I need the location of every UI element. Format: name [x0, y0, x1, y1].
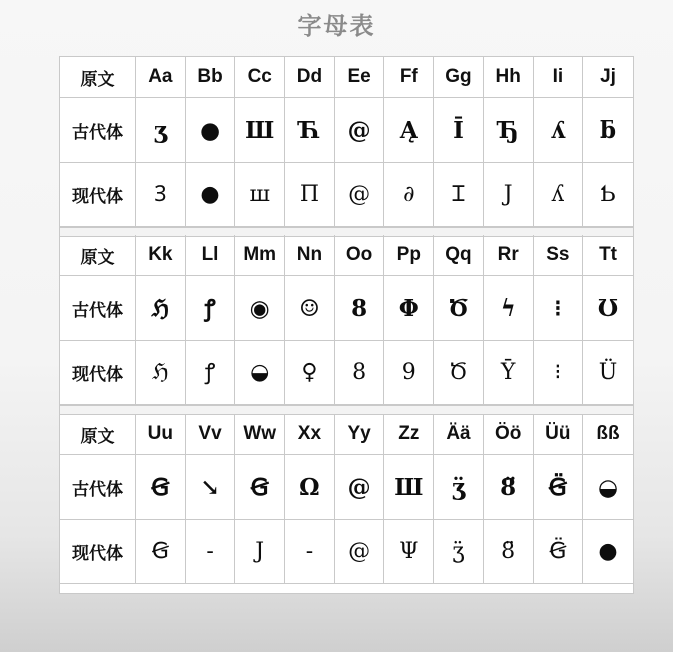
modern-glyph: Ꝫ [154, 181, 167, 207]
ancient-glyph-cell [335, 455, 385, 520]
modern-glyph: ● [598, 538, 618, 564]
row-label-header: 原文 [60, 57, 136, 98]
letter-header-cell: Tt [583, 235, 633, 276]
modern-glyph-cell [136, 520, 186, 584]
letter-header-cell: Qq [434, 235, 484, 276]
ancient-glyph-cell [384, 276, 434, 341]
modern-glyph: ꝭ [204, 359, 216, 385]
modern-glyph-cell [384, 520, 434, 584]
modern-glyph: ʒ̈ [452, 538, 465, 564]
table-row-modern [60, 163, 633, 227]
ancient-glyph-cell [434, 276, 484, 341]
ancient-glyph-cell [186, 276, 236, 341]
ancient-glyph: ʎ [550, 116, 566, 144]
modern-glyph-cell [384, 341, 434, 405]
modern-glyph: @ [348, 538, 371, 564]
modern-glyph: Ծ [449, 359, 468, 385]
modern-glyph: @ [348, 181, 371, 207]
table-row-ancient [60, 455, 633, 520]
ancient-glyph-cell [534, 98, 584, 163]
ancient-glyph: ● [199, 116, 221, 144]
letter-header-cell: Bb [186, 57, 236, 98]
ancient-glyph-cell [484, 276, 534, 341]
letter-header-cell: Ää [434, 414, 484, 455]
letter-header-cell: Zz [384, 414, 434, 455]
modern-glyph: ◒ [250, 359, 270, 385]
letter-header-cell: ßß [583, 414, 633, 455]
row-label-header: 原文 [60, 414, 136, 455]
modern-glyph-cell [136, 341, 186, 405]
row-label-ancient: 古代体 [60, 455, 136, 520]
ancient-glyph: ◉ [249, 294, 270, 322]
modern-glyph: Ꞡ [151, 538, 169, 564]
ancient-glyph-cell [335, 276, 385, 341]
letter-header-cell: Jj [583, 57, 633, 98]
ancient-glyph-cell [136, 98, 186, 163]
modern-glyph: 9 [401, 359, 416, 385]
ancient-glyph: @ [347, 116, 371, 144]
ancient-glyph-cell [285, 276, 335, 341]
modern-glyph: J [503, 181, 513, 207]
ancient-glyph-cell [285, 455, 335, 520]
letter-header-cell: Ee [335, 57, 385, 98]
modern-glyph-cell [235, 163, 285, 227]
modern-glyph-cell [583, 163, 633, 227]
ancient-glyph: 8 [351, 294, 368, 322]
ancient-glyph-cell [384, 455, 434, 520]
modern-glyph: 8̈ [501, 538, 516, 564]
table-row-ancient [60, 98, 633, 163]
ancient-glyph: Ī [453, 116, 464, 144]
ancient-glyph-cell [583, 98, 633, 163]
ancient-glyph: 8̈ [500, 473, 517, 501]
modern-glyph: Ꞡ̈ [549, 538, 567, 564]
ancient-glyph: ʒ̈ [451, 473, 465, 501]
modern-glyph: ш [249, 181, 270, 207]
ancient-glyph-cell [335, 98, 385, 163]
modern-glyph: Ȳ [500, 359, 516, 385]
modern-glyph: Ψ [399, 538, 419, 564]
letter-header-cell: Uu [136, 414, 186, 455]
letter-header-cell: Ss [534, 235, 584, 276]
modern-glyph: ʎ [551, 181, 565, 207]
letter-header-cell: Dd [285, 57, 335, 98]
ancient-glyph-cell [136, 276, 186, 341]
modern-glyph: 8 [352, 359, 367, 385]
alphabet-table [59, 56, 634, 594]
letter-header-cell: Kk [136, 235, 186, 276]
ancient-glyph: ↘ [200, 473, 220, 501]
ancient-glyph: Ω [299, 473, 320, 501]
letter-header-cell: Ii [534, 57, 584, 98]
letter-header-cell: Ff [384, 57, 434, 98]
ancient-glyph: ☺ [299, 294, 320, 322]
modern-glyph-cell [534, 520, 584, 584]
ancient-glyph: Ш [394, 473, 424, 501]
ancient-glyph-cell [235, 98, 285, 163]
modern-glyph: Π [299, 181, 319, 207]
letter-header-cell: Vv [186, 414, 236, 455]
ancient-glyph-cell [534, 276, 584, 341]
ancient-glyph-cell [484, 98, 534, 163]
row-label-modern: 现代体 [60, 520, 136, 584]
letter-header-cell: Pp [384, 235, 434, 276]
page-title: 字母表 [297, 12, 376, 40]
ancient-glyph: ƃ [599, 116, 617, 144]
ancient-glyph-cell [434, 98, 484, 163]
letter-header-cell: Hh [484, 57, 534, 98]
ancient-glyph: ◒ [597, 473, 619, 501]
ancient-glyph-cell [136, 455, 186, 520]
ancient-glyph: Ш [245, 116, 275, 144]
letter-header-cell: Ww [235, 414, 285, 455]
modern-glyph-cell [434, 341, 484, 405]
ancient-glyph: Ꞡ̈ [548, 473, 567, 501]
ancient-glyph: Ą [399, 116, 418, 144]
table-row-ancient [60, 276, 633, 341]
row-label-ancient: 古代体 [60, 276, 136, 341]
modern-glyph-cell [434, 163, 484, 227]
letter-header-cell: Ll [186, 235, 236, 276]
ancient-glyph-cell [384, 98, 434, 163]
modern-glyph-cell [534, 163, 584, 227]
ancient-glyph: Φ [398, 294, 419, 322]
modern-glyph: Ü [598, 359, 618, 385]
ancient-glyph-cell [583, 276, 633, 341]
modern-glyph: ∂ [403, 181, 415, 207]
modern-glyph-cell [484, 341, 534, 405]
modern-glyph-cell [186, 163, 236, 227]
ancient-glyph: ℌ [151, 294, 170, 322]
letter-header-cell: Yy [335, 414, 385, 455]
ancient-glyph: Ꞡ [250, 473, 269, 501]
modern-glyph: - [305, 538, 314, 564]
modern-glyph-cell [186, 520, 236, 584]
ancient-glyph: Ծ [448, 294, 469, 322]
letter-header-cell: Rr [484, 235, 534, 276]
table-row-modern [60, 520, 633, 584]
modern-glyph: J [255, 538, 265, 564]
modern-glyph: ♀ [301, 359, 318, 385]
modern-glyph: ⁝ [554, 359, 562, 385]
letter-header-cell: Xx [285, 414, 335, 455]
ancient-glyph-cell [235, 455, 285, 520]
modern-glyph-cell [583, 341, 633, 405]
modern-glyph: Ƅ [599, 181, 617, 207]
row-label-ancient: 古代体 [60, 98, 136, 163]
ancient-glyph: ϟ [500, 294, 516, 322]
letter-header-cell: Öö [484, 414, 534, 455]
letter-header-cell: Üü [534, 414, 584, 455]
ancient-glyph-cell [534, 455, 584, 520]
modern-glyph: ● [200, 181, 220, 207]
modern-glyph-cell [136, 163, 186, 227]
letter-header-cell: Gg [434, 57, 484, 98]
ancient-glyph: Ђ [497, 116, 519, 144]
table-row-header [60, 414, 633, 455]
letter-header-cell: Cc [235, 57, 285, 98]
ancient-glyph: Ꞡ [151, 473, 170, 501]
row-label-header: 原文 [60, 235, 136, 276]
modern-glyph: ℌ [152, 359, 169, 385]
table-row-header [60, 57, 633, 98]
letter-header-cell: Nn [285, 235, 335, 276]
table-row-modern [60, 341, 633, 405]
letter-header-cell: Oo [335, 235, 385, 276]
modern-glyph-cell [384, 163, 434, 227]
modern-glyph-cell [285, 163, 335, 227]
ancient-glyph: Ʊ [597, 294, 619, 322]
ancient-glyph-cell [235, 276, 285, 341]
ancient-glyph: ⁝ [554, 294, 562, 322]
ancient-glyph-cell [484, 455, 534, 520]
modern-glyph: Ɪ [452, 181, 465, 207]
modern-glyph-cell [434, 520, 484, 584]
modern-glyph-cell [285, 520, 335, 584]
table-row-header [60, 235, 633, 276]
modern-glyph-cell [484, 520, 534, 584]
ancient-glyph-cell [583, 455, 633, 520]
modern-glyph-cell [534, 341, 584, 405]
modern-glyph-cell [335, 163, 385, 227]
modern-glyph: - [206, 538, 214, 564]
modern-glyph-cell [186, 341, 236, 405]
modern-glyph-cell [583, 520, 633, 584]
modern-glyph-cell [235, 520, 285, 584]
row-label-modern: 现代体 [60, 163, 136, 227]
letter-header-cell: Mm [235, 235, 285, 276]
modern-glyph-cell [335, 341, 385, 405]
ancient-glyph: Ћ [298, 116, 321, 144]
ancient-glyph-cell [186, 98, 236, 163]
row-label-modern: 现代体 [60, 341, 136, 405]
modern-glyph-cell [235, 341, 285, 405]
letter-header-cell: Aa [136, 57, 186, 98]
ancient-glyph: @ [347, 473, 371, 501]
ancient-glyph-cell [186, 455, 236, 520]
ancient-glyph: ꝭ [204, 294, 216, 322]
modern-glyph-cell [285, 341, 335, 405]
modern-glyph-cell [484, 163, 534, 227]
ancient-glyph-cell [434, 455, 484, 520]
ancient-glyph: ʒ [153, 116, 167, 144]
modern-glyph-cell [335, 520, 385, 584]
ancient-glyph-cell [285, 98, 335, 163]
